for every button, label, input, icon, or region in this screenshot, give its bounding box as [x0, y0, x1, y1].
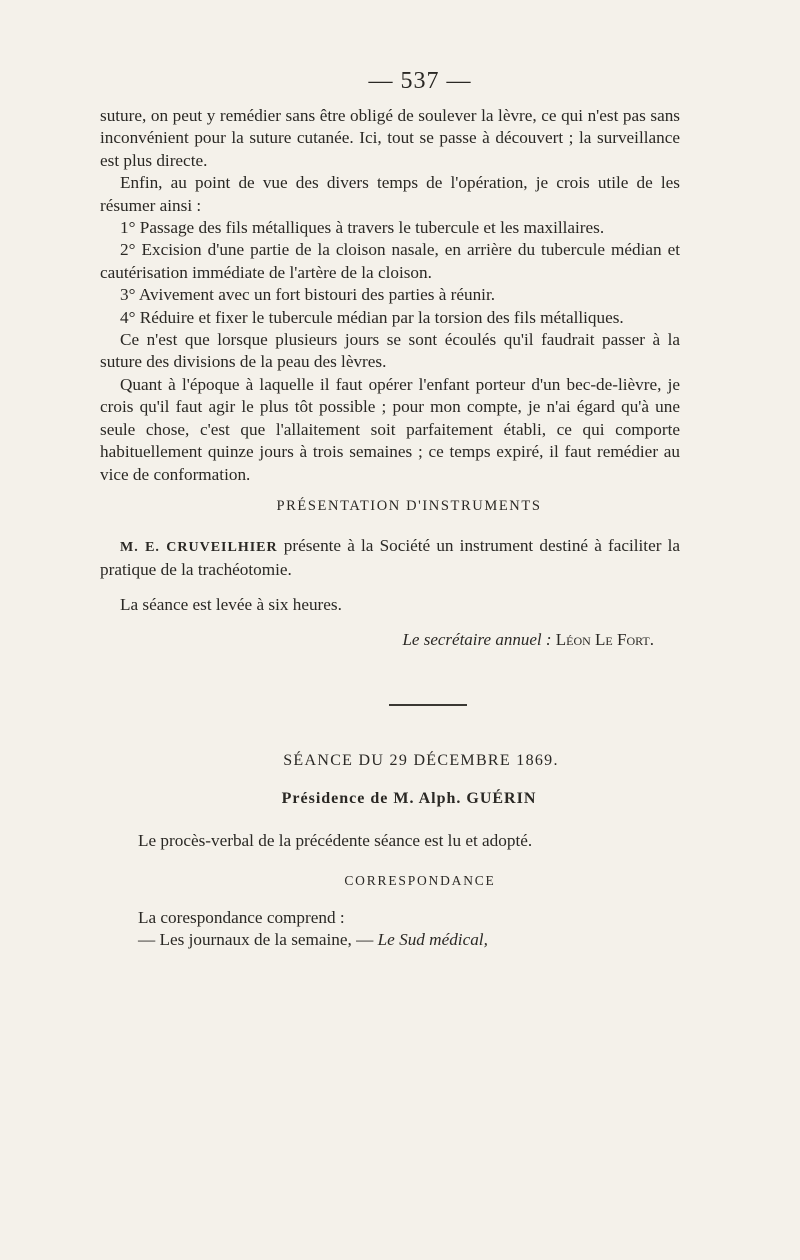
step-1: 1° Passage des fils métalliques à travers le tubercule et les maxillaires.: [120, 218, 605, 238]
paragraph-resume: Enfin, au point de vue des divers temps de l'opération, je crois utile de les résumer ainsi :: [100, 173, 680, 215]
page-number: — 537 —: [368, 68, 472, 94]
step-2: 2° Excision d'une partie de la cloison nasale, en arrière du tubercule médian et cautérisation immédiate de l'artère de la cloison.: [100, 240, 680, 282]
instruments-text: présente à la Société un instrument destiné à faciliter la pratique de la trachéotomie.: [100, 535, 680, 580]
seance-title: SÉANCE DU 29 DÉCEMBRE 1869.: [283, 752, 559, 770]
step-4: 4° Réduire et fixer le tubercule médian par la torsion des fils métalliques.: [120, 307, 624, 327]
signature: [100, 630, 680, 650]
instruments-title: PRÉSENTATION D'INSTRUMENTS: [276, 497, 542, 514]
paragraph-suture-peau: Ce n'est que lorsque plusieurs jours se sont écoulés qu'il faudrait passer à la suture des divisions de la peau des lèvres.: [100, 330, 680, 372]
correspondance-line-1: La corespondance comprend :: [138, 907, 345, 927]
correspondance-line-2-italic: Le Sud médical,: [377, 929, 488, 949]
paragraph-suture: suture, on peut y remédier sans être obligé de soulever la lèvre, ce qui n'est pas sans inconvénient pour la suture cutanée. Ici, tout se passe à découvert ; la surveillance est plus directe.: [100, 106, 680, 170]
instruments-paragraph: [100, 535, 680, 582]
closing-line: La séance est levée à six heures.: [120, 594, 342, 614]
correspondance-line-2: [118, 929, 680, 951]
page: [100, 68, 680, 951]
signature-name: Léon Le Fort.: [555, 630, 654, 650]
correspondance-title: CORRESPONDANCE: [344, 872, 496, 888]
minutes-line: Le procès-verbal de la précédente séance est lu et adopté.: [138, 831, 533, 851]
paragraph-epoque: Quant à l'époque à laquelle il faut opérer l'enfant porteur d'un bec-de-lièvre, je crois qu'il faut agir le plus tôt possible ; pour mon compte, je n'ai égard qu'à une seule chose, c'est que l'allaitement soit parfaitement établi, ce qui comporte habituellement quinze jours à trois semaines ; ce temps expiré, il faut remédier au vice de conformation.: [100, 374, 680, 484]
author-name: M. E. CRUVEILHIER: [120, 539, 278, 555]
section-divider: [389, 704, 467, 706]
presidence-line: Présidence de M. Alph. GUÉRIN: [281, 790, 537, 808]
correspondance-line-2-text: — Les journaux de la semaine, —: [138, 929, 378, 949]
signature-role: Le secrétaire annuel :: [402, 630, 552, 650]
step-3: 3° Avivement avec un fort bistouri des parties à réunir.: [120, 285, 496, 305]
